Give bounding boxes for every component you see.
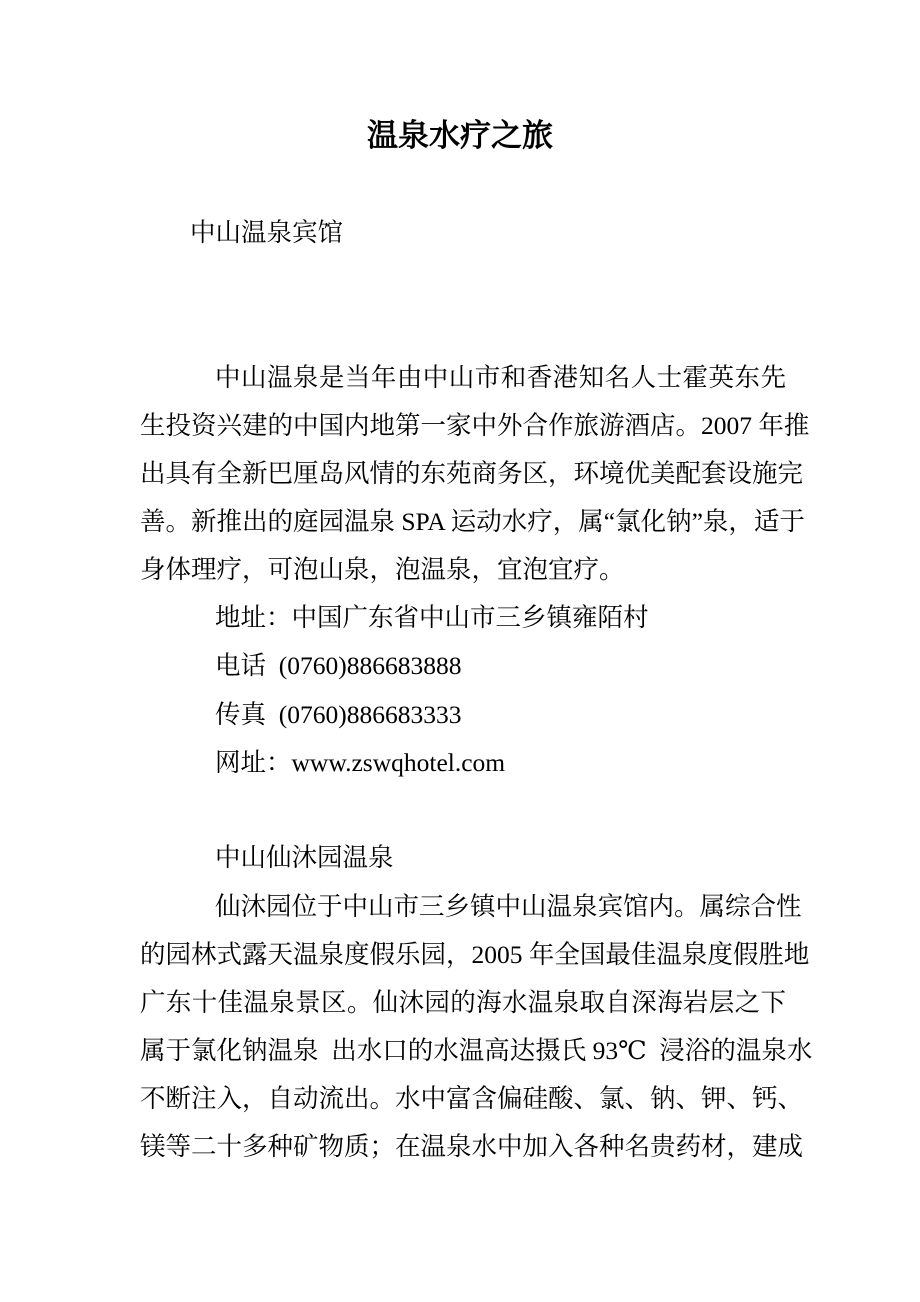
- paragraph-line: 的园林式露天温泉度假乐园，2005 年全国最佳温泉度假胜地: [140, 940, 810, 969]
- paragraph-line: 仙沐园位于中山市三乡镇中山温泉宾馆内。属综合性: [215, 892, 802, 921]
- paragraph-line: 属于氯化钠温泉 出水口的水温高达摄氏 93℃ 浸浴的温泉水: [140, 1036, 813, 1065]
- paragraph-line: 镁等二十多种矿物质；在温泉水中加入各种名贵药材，建成: [140, 1132, 804, 1161]
- section-heading-hotel: 中山温泉宾馆: [190, 218, 344, 247]
- paragraph-line: 出具有全新巴厘岛风情的东苑商务区，环境优美配套设施完: [140, 459, 804, 488]
- paragraph-line: 不断注入，自动流出。水中富含偏硅酸、氯、钠、钾、钙、: [140, 1084, 804, 1113]
- paragraph-line: 生投资兴建的中国内地第一家中外合作旅游酒店。2007 年推: [140, 411, 810, 440]
- website-line[interactable]: 网址：www.zswqhotel.com: [215, 748, 506, 777]
- paragraph-line: 身体理疗，可泡山泉，泡温泉，宜泡宜疗。: [140, 555, 625, 584]
- address-line: 地址：中国广东省中山市三乡镇雍陌村: [215, 603, 649, 632]
- fax-line: 传真 (0760)886683333: [215, 700, 462, 729]
- paragraph-line: 善。新推出的庭园温泉 SPA 运动水疗，属“氯化钠”泉，适于: [140, 507, 805, 536]
- phone-line: 电话 (0760)886683888: [215, 651, 462, 680]
- document-title: 温泉水疗之旅: [367, 118, 553, 153]
- section-heading-xianmuyuan: 中山仙沐园温泉: [215, 843, 394, 872]
- paragraph-line: 中山温泉是当年由中山市和香港知名人士霍英东先: [215, 363, 786, 392]
- paragraph-line: 广东十佳温泉景区。仙沐园的海水温泉取自深海岩层之下: [140, 988, 786, 1017]
